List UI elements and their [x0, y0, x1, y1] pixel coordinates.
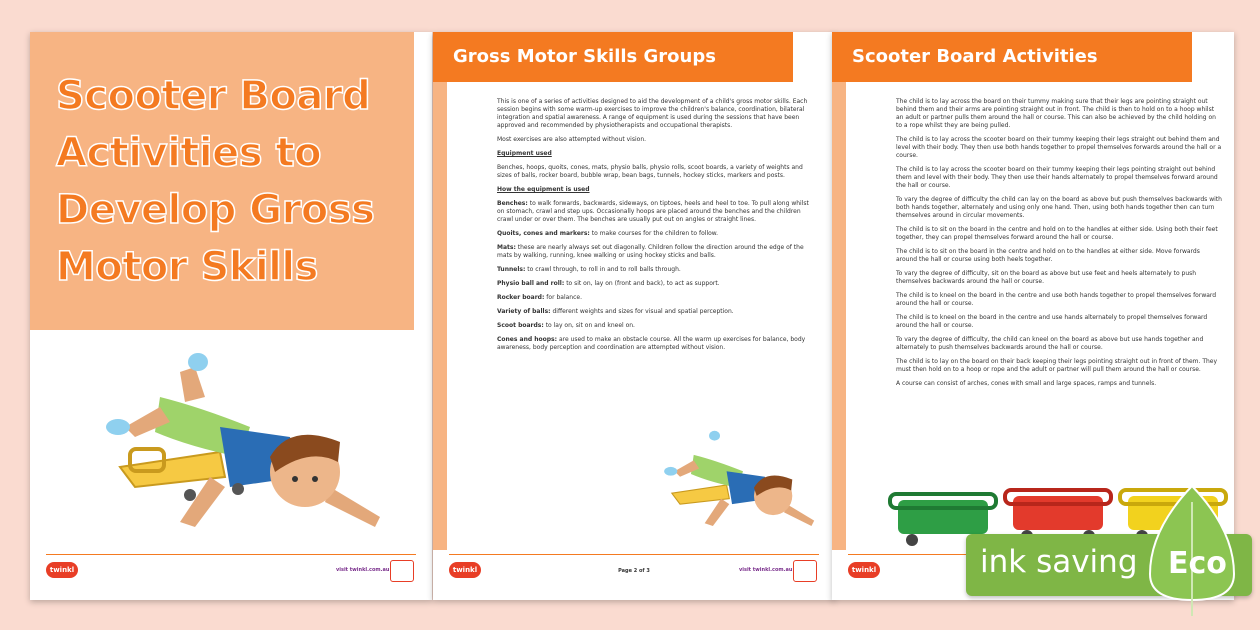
- twinkl-logo: twinkl: [46, 562, 78, 578]
- equipment-item: Scoot boards: to lay on, sit on and kneel on.: [497, 322, 635, 329]
- equipment-item: Cones and hoops: are used to make an obstacle course. All the warm up exercises for balance, body awareness, body perception and coordination are attempted without vision.: [497, 336, 806, 351]
- cover-page: [30, 32, 432, 600]
- activity-paragraph: The child is to sit on the board in the centre and hold on to the handles at either side. Using both their feet together, they can propel themselves forward around the hall or course.: [896, 226, 1218, 241]
- equipment-item: Physio ball and roll: to sit on, lay on (front and back), to act as support.: [497, 280, 720, 287]
- side-band: [433, 82, 447, 550]
- footer-url: visit twinkl.com.au: [739, 567, 793, 573]
- page-header-bar: [433, 32, 793, 82]
- page-number: Page 2 of 3: [618, 568, 650, 574]
- ink-saving-label: ink saving: [980, 544, 1138, 580]
- activity-paragraph: The child is to kneel on the board in the centre and use both hands together to propel themselves forward around the hall or course.: [896, 292, 1217, 307]
- activity-paragraph: To vary the degree of difficulty, the child can kneel on the board as above but use hands together and alternately to push themselves backwards around the hall or course.: [896, 336, 1204, 351]
- activity-paragraph: A course can consist of arches, cones with small and large spaces, ramps and tunnels.: [896, 380, 1157, 387]
- page-header-bar: [832, 32, 1192, 82]
- equipment-item: Tunnels: to crawl through, to roll in and to roll balls through.: [497, 266, 681, 273]
- side-band: [832, 82, 846, 550]
- child-on-scooter-illustration: [100, 337, 400, 547]
- vision-note: Most exercises are also attempted without vision.: [497, 136, 647, 143]
- footer-url: visit twinkl.com.au: [336, 567, 390, 573]
- equipment-item: Benches: to walk forwards, backwards, sideways, on tiptoes, heels and heel to toe. To pull along whilst on stomach, crawl and step ups. Occasionally hoops are placed around the benches and the children crawl under or over them. The benches are usually put out on angles or straight lines.: [497, 200, 809, 223]
- cover-title: Scooter Board Activities to Develop Gross Motor Skills: [56, 73, 375, 290]
- equipment-item: Rocker board: for balance.: [497, 294, 582, 301]
- ink-saving-eco-badge: [966, 534, 1252, 596]
- activity-paragraph: The child is to kneel on the board in the centre and use hands alternately to propel themselves forward around the hall or course.: [896, 314, 1208, 329]
- page-header-title: Scooter Board Activities: [852, 46, 1098, 67]
- activity-paragraph: The child is to lay on the board on their back keeping their legs pointing straight out in front of them. They must then hold on to a hoop or rope and the adult or partner will pull them around the hall or course.: [896, 358, 1218, 373]
- intro-paragraph: This is one of a series of activities designed to aid the development of a child's gross motor skills. Each session begins with some warm-up exercises to improve the children's balance, coordination, bilateral integration and spatial awareness. A range of equipment is used during the sessions that have been approved and recommended by physiotherapists and occupational therapists.: [497, 98, 808, 129]
- activity-paragraph: The child is to lay across the board on their tummy making sure that their legs are pointing straight out behind them and their arms are pointing straight out in front. The child is then to hold on to a hoop whilst an adult or partner pulls them around the hall or course. This can also be achieved by the child holding on to a rope whilst they are being pulled.: [896, 98, 1216, 129]
- quality-badge: [390, 560, 414, 582]
- equipment-item: Variety of balls: different weights and sizes for visual and spatial perception.: [497, 308, 734, 315]
- eco-label: Eco: [1168, 546, 1227, 581]
- equipment-item: Quoits, cones and markers: to make courses for the children to follow.: [497, 230, 719, 237]
- twinkl-logo: twinkl: [848, 562, 880, 578]
- child-on-scooter-illustration: [658, 422, 828, 537]
- groups-page: [433, 32, 835, 600]
- twinkl-logo: twinkl: [449, 562, 481, 578]
- activity-paragraph: The child is to lay across the scooter board on their tummy keeping their legs straight out behind them and level with their body. They then use both hands together to propel themselves forwards around the hall or a course.: [896, 136, 1222, 159]
- how-heading: How the equipment is used: [497, 186, 590, 193]
- activity-paragraph: The child is to lay across the scooter board on their tummy keeping their legs pointing straight out behind them and level with their body. They then use their hands alternately to propel themselves forward around the hall or course.: [896, 166, 1218, 189]
- footer-line: [449, 554, 819, 555]
- equipment-heading: Equipment used: [497, 150, 552, 157]
- quality-badge: [793, 560, 817, 582]
- page2-body: [497, 98, 817, 358]
- page-header-title: Gross Motor Skills Groups: [453, 46, 716, 67]
- activity-paragraph: The child is to sit on the board in the centre and hold on to the handles at either side. Move forwards around the hall or course using both heels together.: [896, 248, 1200, 263]
- equipment-text: Benches, hoops, quoits, cones, mats, physio balls, physio rolls, scoot boards, a variety of weights and sizes of balls, rocker board, bubble wrap, bean bags, tunnels, hockey sticks, markers and posts.: [497, 164, 803, 179]
- equipment-item: Mats: these are nearly always set out diagonally. Children follow the direction around the edge of the mats by walking, running, knee walking or using hockey sticks and balls.: [497, 244, 804, 259]
- footer-line: [46, 554, 416, 555]
- page3-body: [896, 98, 1222, 394]
- activity-paragraph: To vary the degree of difficulty, sit on the board as above but use feet and heels alternately to push themselves backwards around the hall or course.: [896, 270, 1197, 285]
- activity-paragraph: To vary the degree of difficulty the child can lay on the board as above but push themselves backwards with both hands together, alternately and using only one hand. Then, using both hands together then can turn themselves around in circular movements.: [896, 196, 1222, 219]
